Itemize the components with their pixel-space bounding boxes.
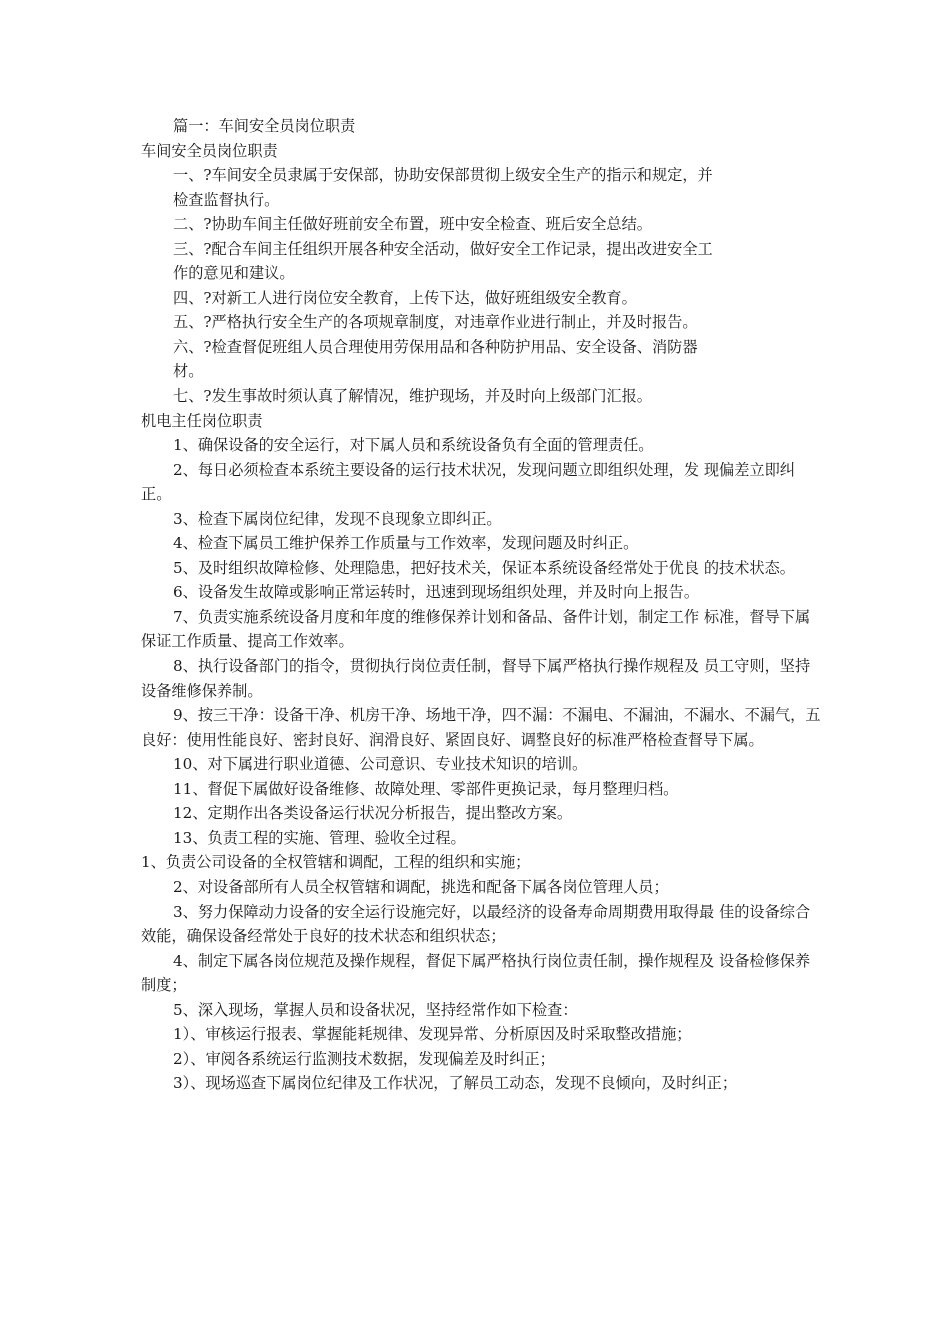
document-body (141, 114, 821, 1096)
list-item: 2、每日必须检查本系统主要设备的运行技术状况，发现问题立即组织处理，发 现偏差立即纠正。 (141, 460, 795, 504)
document-title: 篇一：车间安全员岗位职责 (173, 117, 356, 135)
list-item: 11、督促下属做好设备维修、故障处理、零部件更换记录，每月整理归档。 (173, 779, 679, 798)
section-heading-mechanical-director: 机电主任岗位职责 (141, 411, 263, 430)
list-item: 13、负责工程的实施、管理、验收全过程。 (173, 828, 466, 847)
list-item: 二、?协助车间主任做好班前安全布置，班中安全检查、班后安全总结。 (173, 215, 652, 234)
section-lead-item: 1、负责公司设备的全权管辖和调配，工程的组织和实施； (141, 853, 531, 872)
list-item: 10、对下属进行职业道德、公司意识、专业技术知识的培训。 (173, 755, 588, 774)
list-item: 四、?对新工人进行岗位安全教育，上传下达，做好班组级安全教育。 (173, 288, 637, 307)
list-item: 1）、审核运行报表、掌握能耗规律、发现异常、分析原因及时采取整改措施； (173, 1025, 692, 1044)
list-item: 一、?车间安全员隶属于安保部，协助安保部贯彻上级安全生产的指示和规定，并检查监督执行。 (173, 166, 713, 209)
list-item: 1、确保设备的安全运行，对下属人员和系统设备负有全面的管理责任。 (173, 436, 654, 455)
list-item: 3）、现场巡查下属岗位纪律及工作状况，了解员工动态，发现不良倾向，及时纠正； (173, 1074, 738, 1093)
list-item: 5、深入现场，掌握人员和设备状况，坚持经常作如下检查： (173, 1000, 578, 1019)
list-item: 五、?严格执行安全生产的各项规章制度，对违章作业进行制止，并及时报告。 (173, 313, 698, 332)
list-item: 七、?发生事故时须认真了解情况，维护现场，并及时向上级部门汇报。 (173, 387, 652, 406)
list-item: 7、负责实施系统设备月度和年度的维修保养计划和备品、备件计划，制定工作 标准，督导下属保证工作质量、提高工作效率。 (141, 607, 811, 651)
list-item: 三、?配合车间主任组织开展各种安全活动，做好安全工作记录，提出改进安全工作的意见和建议。 (173, 239, 713, 283)
list-item: 5、及时组织故障检修、处理隐患，把好技术关，保证本系统设备经常处于优良 的技术状态。 (173, 558, 795, 577)
list-item: 4、制定下属各岗位规范及操作规程，督促下属严格执行岗位责任制，操作规程及 设备检修保养制度； (141, 951, 811, 995)
list-item: 2）、审阅各系统运行监测技术数据，发现偏差及时纠正； (173, 1049, 555, 1068)
list-item: 8、执行设备部门的指令，贯彻执行岗位责任制，督导下属严格执行操作规程及 员工守则，坚持设备维修保养制。 (141, 657, 811, 700)
list-item: 3、检查下属岗位纪律，发现不良现象立即纠正。 (173, 509, 502, 528)
list-item: 六、?检查督促班组人员合理使用劳保用品和各种防护用品、安全设备、消防器材。 (173, 337, 698, 381)
list-item: 3、努力保障动力设备的安全运行设施完好，以最经济的设备寿命周期费用取得最 佳的设备综合效能，确保设备经常处于良好的技术状态和组织状态； (141, 902, 811, 946)
list-item: 4、检查下属员工维护保养工作质量与工作效率，发现问题及时纠正。 (173, 534, 639, 553)
list-item: 6、设备发生故障或影响正常运转时，迅速到现场组织处理，并及时向上报告。 (173, 583, 700, 602)
list-item: 2、对设备部所有人员全权管辖和调配，挑选和配备下属各岗位管理人员； (173, 877, 669, 896)
section-heading-safety-officer: 车间安全员岗位职责 (141, 141, 278, 160)
list-item: 9、按三干净：设备干净、机房干净、场地干净，四不漏：不漏电、不漏油，不漏水、不漏气，五良好：使用性能良好、密封良好、润滑良好、紧固良好、调整良好的标准严格检查督导下属。 (141, 706, 821, 749)
list-item: 12、定期作出各类设备运行状况分析报告，提出整改方案。 (173, 804, 573, 823)
